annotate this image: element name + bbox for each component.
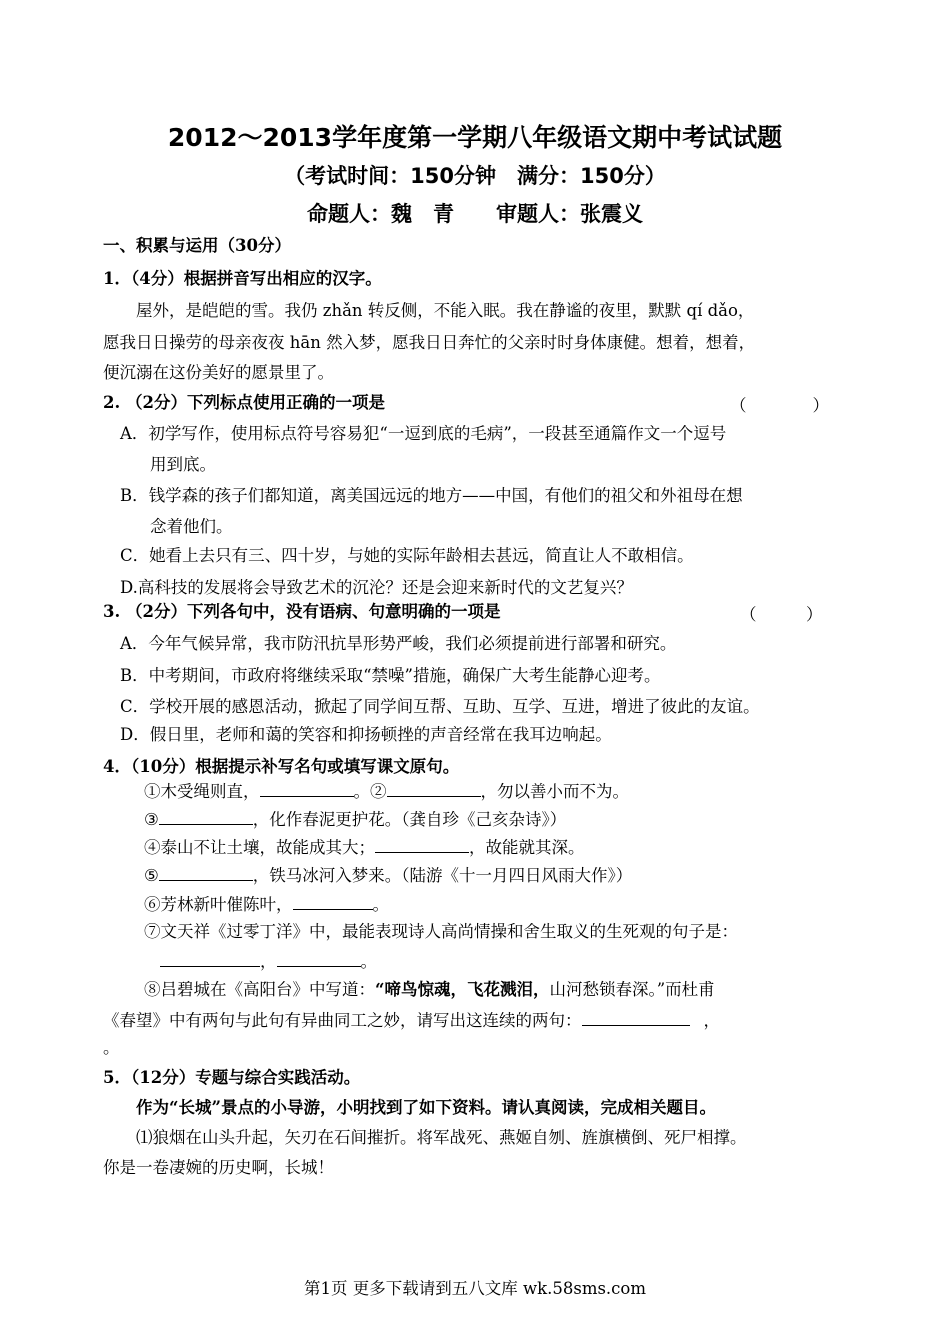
q2-option: 用到底。	[150, 455, 216, 474]
fill-blank[interactable]	[160, 950, 260, 967]
q4-quote: “啼鸟惊魂，飞花溅泪，	[375, 980, 550, 999]
q4-text: ，勿以善小而不为。	[480, 782, 629, 801]
q4-item: ⑦文天祥《过零丁洋》中，最能表现诗人高尚情操和舍生取义的生死观的句子是：	[144, 922, 738, 941]
q4-item	[144, 893, 389, 916]
q5-passage: 你是一卷凄婉的历史啊，长城！	[103, 1158, 334, 1177]
exam-authors: 命题人：魏 青 审题人：张震义	[307, 202, 643, 226]
q2-option: B．钱学森的孩子们都知道，离美国远远的地方——中国，有他们的祖父和外祖母在想	[120, 486, 743, 505]
q4-item	[160, 950, 377, 973]
fill-blank[interactable]	[375, 836, 469, 853]
q1-line: 屋外，是皑皑的雪。我仍 zhǎn 转反侧，不能入眠。我在静谧的夜里，默默 qí dǎo，	[136, 301, 755, 320]
q3-prompt: 3. （2分）下列各句中，没有语病、句意明确的一项是	[103, 602, 501, 621]
exam-info: （考试时间：150分钟 满分：150分）	[284, 164, 666, 188]
q3-answer-paren[interactable]: （ ）	[740, 605, 823, 624]
q4-text: ，	[703, 1011, 720, 1030]
fill-blank[interactable]	[159, 808, 253, 825]
q4-text: ，化作春泥更护花。（龚自珍《己亥杂诗》）	[252, 810, 567, 829]
q4-item	[144, 808, 566, 831]
q5-intro: 作为“长城”景点的小导游，小明找到了如下资料。请认真阅读，完成相关题目。	[136, 1098, 716, 1117]
q1-line: 愿我日日操劳的母亲夜夜 hān 然入梦，愿我日日奔忙的父亲时时身体康健。想着，想着，	[103, 333, 756, 352]
page-footer: 第1页 更多下载请到五八文库 wk.58sms.com	[304, 1279, 646, 1298]
q5-passage: ⑴狼烟在山头升起，矢刃在石间摧折。将军战死、燕姬自刎、旌旗横倒、死尸相撑。	[136, 1128, 747, 1147]
q1-prompt: 1．（4分）根据拼音写出相应的汉字。	[103, 269, 382, 288]
q4-item: 。	[103, 1038, 120, 1057]
fill-blank[interactable]	[159, 864, 253, 881]
q4-text: ①木受绳则直，	[144, 782, 260, 801]
q2-option: 念着他们。	[150, 517, 233, 536]
fill-blank[interactable]	[293, 893, 373, 910]
q4-text: ④泰山不让土壤，故能成其大；	[144, 838, 375, 857]
q4-text: 《春望》中有两句与此句有异曲同工之妙，请写出这连续的两句：	[103, 1011, 582, 1030]
q4-item	[144, 836, 585, 859]
q4-text: ⑤	[144, 866, 159, 885]
q5-prompt: 5．（12分）专题与综合实践活动。	[103, 1068, 361, 1087]
q2-option: C．她看上去只有三、四十岁，与她的实际年龄相去甚远，简直让人不敢相信。	[120, 546, 694, 565]
q4-prompt: 4．（10分）根据提示补写名句或填写课文原句。	[103, 757, 460, 776]
q4-text: ⑥芳林新叶催陈叶，	[144, 895, 293, 914]
q4-item	[144, 780, 629, 803]
q2-prompt: 2. （2分）下列标点使用正确的一项是	[103, 393, 385, 412]
q4-text: ⑧吕碧城在《高阳台》中写道：	[144, 980, 375, 999]
q2-answer-paren[interactable]: （ ）	[730, 396, 829, 415]
q1-line: 便沉溺在这份美好的愿景里了。	[103, 363, 334, 382]
q4-text: ，铁马冰河入梦来。（陆游《十一月四日风雨大作》）	[252, 866, 633, 885]
exam-title: 2012～2013学年度第一学期八年级语文期中考试试题	[167, 123, 783, 152]
q4-text: ，	[260, 952, 277, 971]
fill-blank[interactable]	[387, 780, 481, 797]
q4-text: 。②	[353, 782, 387, 801]
q4-text: ，故能就其深。	[469, 838, 585, 857]
section-heading: 一、积累与运用（30分）	[103, 236, 291, 255]
q3-option: D．假日里，老师和蔼的笑容和抑扬顿挫的声音经常在我耳边响起。	[120, 725, 612, 744]
fill-blank[interactable]	[277, 950, 361, 967]
q4-text: ③	[144, 810, 159, 829]
q3-option: C．学校开展的感恩活动，掀起了同学间互帮、互助、互学、互进，增进了彼此的友谊。	[120, 697, 760, 716]
q4-item	[144, 864, 632, 887]
fill-blank[interactable]	[260, 780, 354, 797]
q2-option: D.高科技的发展将会导致艺术的沉沦？还是会迎来新时代的文艺复兴？	[120, 578, 633, 597]
q3-option: B．中考期间，市政府将继续采取“禁噪”措施，确保广大考生能静心迎考。	[120, 666, 661, 685]
q4-item	[103, 1009, 720, 1032]
q4-item	[144, 979, 715, 1001]
q4-text: 。	[360, 952, 377, 971]
q3-option: A．今年气候异常，我市防汛抗旱形势严峻，我们必须提前进行部署和研究。	[120, 634, 677, 653]
q4-text: 山河愁锁春深。”而杜甫	[549, 980, 715, 999]
q2-option: A．初学写作，使用标点符号容易犯“一逗到底的毛病”，一段甚至通篇作文一个逗号	[120, 424, 727, 443]
q4-text: 。	[372, 895, 389, 914]
fill-blank[interactable]	[582, 1009, 690, 1026]
